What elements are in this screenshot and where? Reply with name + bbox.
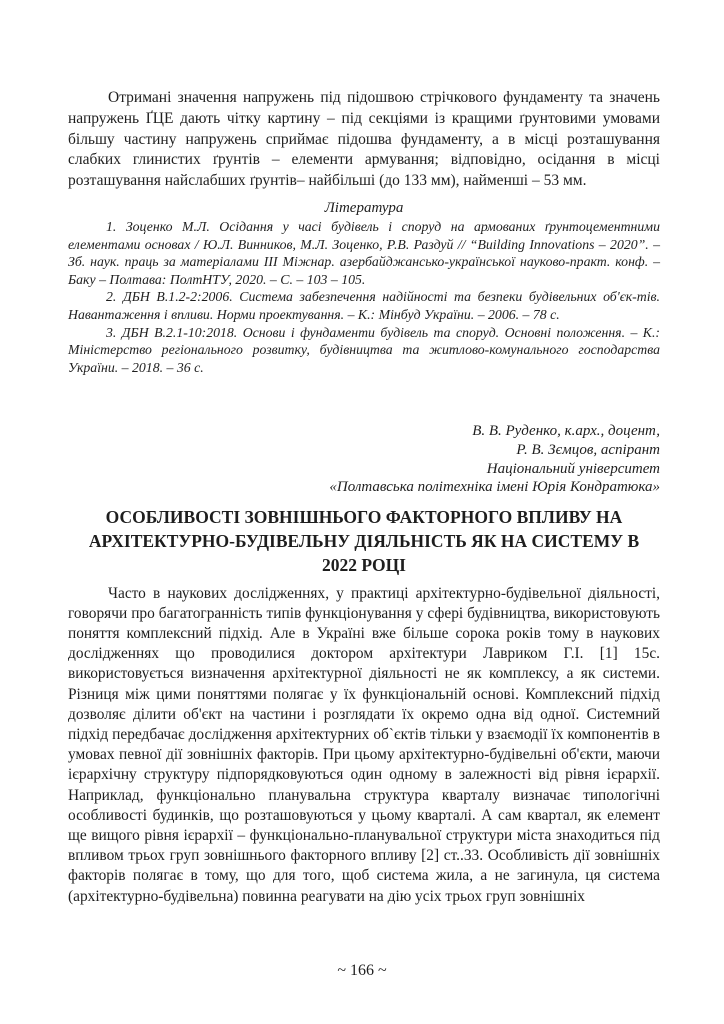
affiliation-line-2: «Полтавська політехніка імені Юрія Кондратюка» [329,479,660,496]
literature-item-1: 1. Зоценко М.Л. Осідання у часі будівель і споруд на армованих ґрунтоцементними елементами основах / Ю.Л. Винников, М.Л. Зоценко, Р.В. Раздуй // “Building Innovations – 2020”. – Зб. наук. праць за матеріалами ІІІ Міжнар. азербайджансько-української науково-практ. конф. – Баку – Полтава: ПолтНТУ, 2020. – С. – 103 – 105. [68,218,660,287]
article-title: ОСОБЛИВОСТІ ЗОВНІШНЬОГО ФАКТОРНОГО ВПЛИВУ НА АРХІТЕКТУРНО-БУДІВЕЛЬНУ ДІЯЛЬНІСТЬ ЯК НА СИСТЕМУ В 2022 РОЦІ [88,506,640,576]
affiliation-line-1: Національний університет [486,460,660,477]
page-number: ~ 166 ~ [337,962,387,979]
author-line-2: Р. В. Зємцов, аспірант [516,441,660,458]
author-line-1: В. В. Руденко, к.арх., доцент, [472,423,660,440]
literature-item-3: 3. ДБН В.2.1-10:2018. Основи і фундаменти будівель та споруд. Основні положення. – К.: Міністерство регіонального розвитку, будівництва та житлово-комунального господарства України. – 2018. – 36 с. [68,324,660,375]
authors-block [68,422,660,496]
intro-paragraph: Отримані значення напружень під підошвою стрічкового фундаменту та значень напружень ҐЦЕ дають чітку картину – під секціями із кращими ґрунтовими умовами більшу частину напружень сприймає підошва фундаменту, а в місці розташування слабких глинистих ґрунтів – елементи армування; відповідно, осідання в місці розташування найслабших ґрунтів– найбільші (до 133 мм), найменші – 53 мм. [68,89,660,190]
literature-heading: Література [324,199,404,216]
page-content [68,88,660,907]
literature-item-2: 2. ДБН В.1.2-2:2006. Система забезпечення надійності та безпеки будівельних об'єк-тів. Навантаження і впливи. Норми проектування. – К.: Мінбуд України. – 2006. – 78 с. [68,289,660,322]
article-body: Часто в наукових дослідженнях, у практиці архітектурно-будівельної діяльності, говорячи про багатогранність типів функціонування у сфері будівництва, використовують поняття комплексний підхід. Але в Україні вже більше сорока років тому в наукових дослідженнях що проводилися доктором архітектури Лавриком Г.І. [1] 15с. використовується визначення архітектурної діяльності не як комплексу, а як системи. Різниця між цими поняттями полягає у їх функціональній основі. Комплексний підхід дозволяє ділити об'єкт на частини і розглядати їх окремо одна від одної. Системний підхід передбачає дослідження архітектурних об`єктів тільки у взаємодії їх компонентів в умовах певної дії зовнішніх факторів. При цьому архітектурно-будівельні об'єкти, маючи ієрархічну структуру підпорядковуються один одному в залежності від рівня ієрархії. Наприклад, функціонально планувальна структура кварталу визначає типологічні особливості будинків, що розташовуються у цьому кварталі. А сам квартал, як елемент ще вищого рівня ієрархії – функціонально-планувальної структури міста знаходиться під впливом трьох груп зовнішнього факторного впливу [2] ст..33. Особливість дії зовнішніх факторів полягає в тому, що для того, щоб система жила, а не загинула, ця система (архітектурно-будівельна) повинна реагувати на дію усіх трьох груп зовнішніх [68,584,660,905]
